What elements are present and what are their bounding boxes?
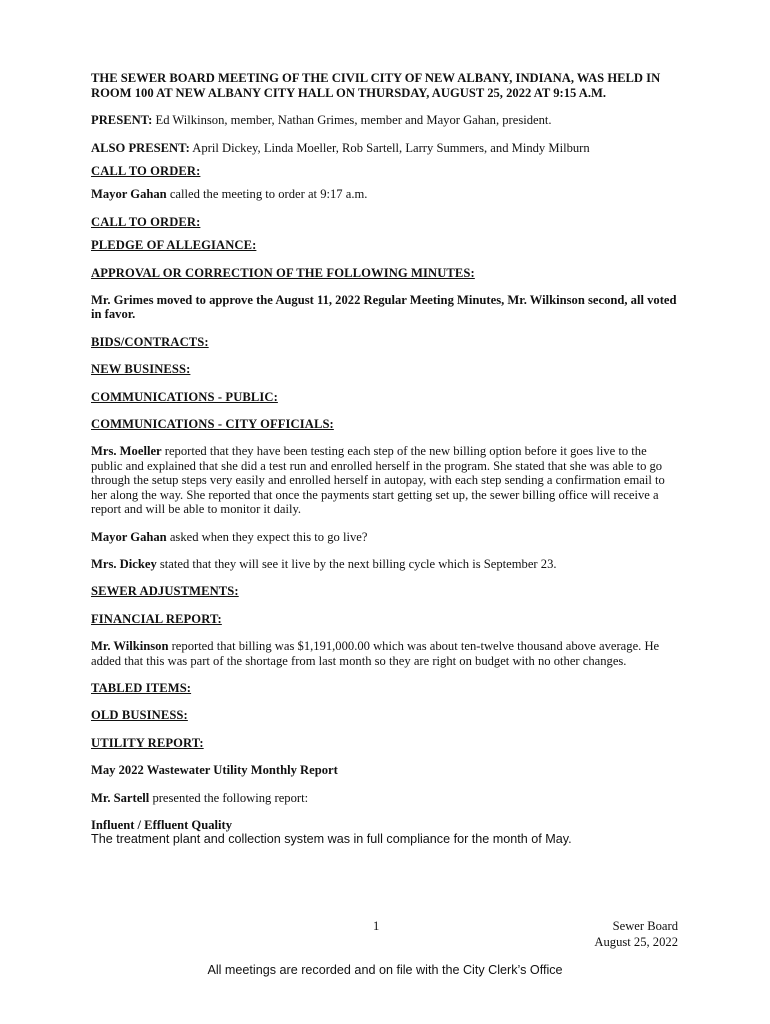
also-present-label: ALSO PRESENT:: [91, 140, 190, 155]
tabled-items-heading: TABLED ITEMS:: [91, 680, 192, 695]
also-present-text: April Dickey, Linda Moeller, Rob Sartell, Larry Summers, and Mindy Milburn: [189, 140, 590, 155]
financial-report-heading: FINANCIAL REPORT:: [91, 611, 222, 626]
minutes-page: [91, 71, 681, 847]
old-business-heading: OLD BUSINESS:: [91, 708, 188, 723]
speaker-name: Mr. Wilkinson: [91, 639, 169, 654]
speaker-text: presented the following report:: [149, 790, 309, 805]
gahan-question-paragraph: [91, 530, 681, 544]
monthly-report-title: May 2022 Wastewater Utility Monthly Report: [91, 763, 338, 778]
also-present-line: [91, 141, 681, 155]
speaker-text: called the meeting to order at 9:17 a.m.: [166, 187, 368, 202]
footer-date: August 25, 2022: [594, 935, 678, 949]
present-label: PRESENT:: [91, 113, 153, 128]
approval-motion: Mr. Grimes moved to approve the August 11, 2022 Regular Meeting Minutes, Mr. Wilkinson second, all voted in favor.: [91, 293, 677, 322]
speaker-name: Mrs. Moeller: [91, 444, 162, 459]
speaker-name: Mrs. Dickey: [91, 556, 157, 571]
comm-city-heading: COMMUNICATIONS - CITY OFFICIALS:: [91, 417, 334, 432]
influent-heading: Influent / Effluent Quality: [91, 817, 232, 832]
wilkinson-paragraph: [91, 639, 681, 668]
bids-heading: BIDS/CONTRACTS:: [91, 334, 209, 349]
footer-note: All meetings are recorded and on file with the City Clerk’s Office: [207, 963, 563, 977]
speaker-name: Mayor Gahan: [91, 529, 167, 544]
speaker-text: asked when they expect this to go live?: [166, 529, 368, 544]
call-to-order-heading-1: CALL TO ORDER:: [91, 164, 201, 178]
sewer-adjustments-heading: SEWER ADJUSTMENTS:: [91, 584, 239, 599]
speaker-name: Mayor Gahan: [91, 187, 167, 202]
speaker-name: Mr. Sartell: [91, 790, 150, 805]
influent-text: The treatment plant and collection system was in full compliance for the month of May.: [91, 832, 572, 847]
pledge-heading: PLEDGE OF ALLEGIANCE:: [91, 238, 257, 253]
present-text: Ed Wilkinson, member, Nathan Grimes, member and Mayor Gahan, president.: [152, 113, 552, 128]
call-to-order-paragraph: [91, 187, 681, 201]
footer-meeting-info: [594, 918, 678, 950]
moeller-paragraph: [91, 444, 681, 516]
page-number: 1: [373, 919, 380, 933]
call-to-order-heading-2: CALL TO ORDER:: [91, 214, 201, 229]
speaker-text: reported that billing was $1,191,000.00 which was about ten-twelve thousand above average. He added that this was part of the shortage from last month so they are right on budget with no other changes.: [91, 639, 660, 668]
speaker-text: reported that they have been testing each step of the new billing option before it goes live to the public and explained that she did a test run and enrolled herself in the program. She stated that she was able to go through the setup steps very easily and enrolled herself in autopay, with each step sending a confirmation email to her along the way. She reported that once the payments start getting set up, the sewer billing office will receive a report and will be able to monitor it daily.: [91, 444, 665, 517]
comm-public-heading: COMMUNICATIONS - PUBLIC:: [91, 389, 278, 404]
sartell-paragraph: [91, 791, 681, 805]
utility-report-heading: UTILITY REPORT:: [91, 735, 204, 750]
speaker-text: stated that they will see it live by the next billing cycle which is September 23.: [156, 556, 557, 571]
present-line: [91, 113, 681, 127]
footer-board-name: Sewer Board: [612, 919, 678, 933]
dickey-paragraph: [91, 557, 681, 571]
document-title: THE SEWER BOARD MEETING OF THE CIVIL CITY OF NEW ALBANY, INDIANA, WAS HELD IN ROOM 100 AT NEW ALBANY CITY HALL ON THURSDAY, AUGUST 25, 2022 AT 9:15 A.M.: [91, 71, 661, 100]
new-business-heading: NEW BUSINESS:: [91, 362, 191, 377]
approval-heading: APPROVAL OR CORRECTION OF THE FOLLOWING MINUTES:: [91, 265, 475, 280]
